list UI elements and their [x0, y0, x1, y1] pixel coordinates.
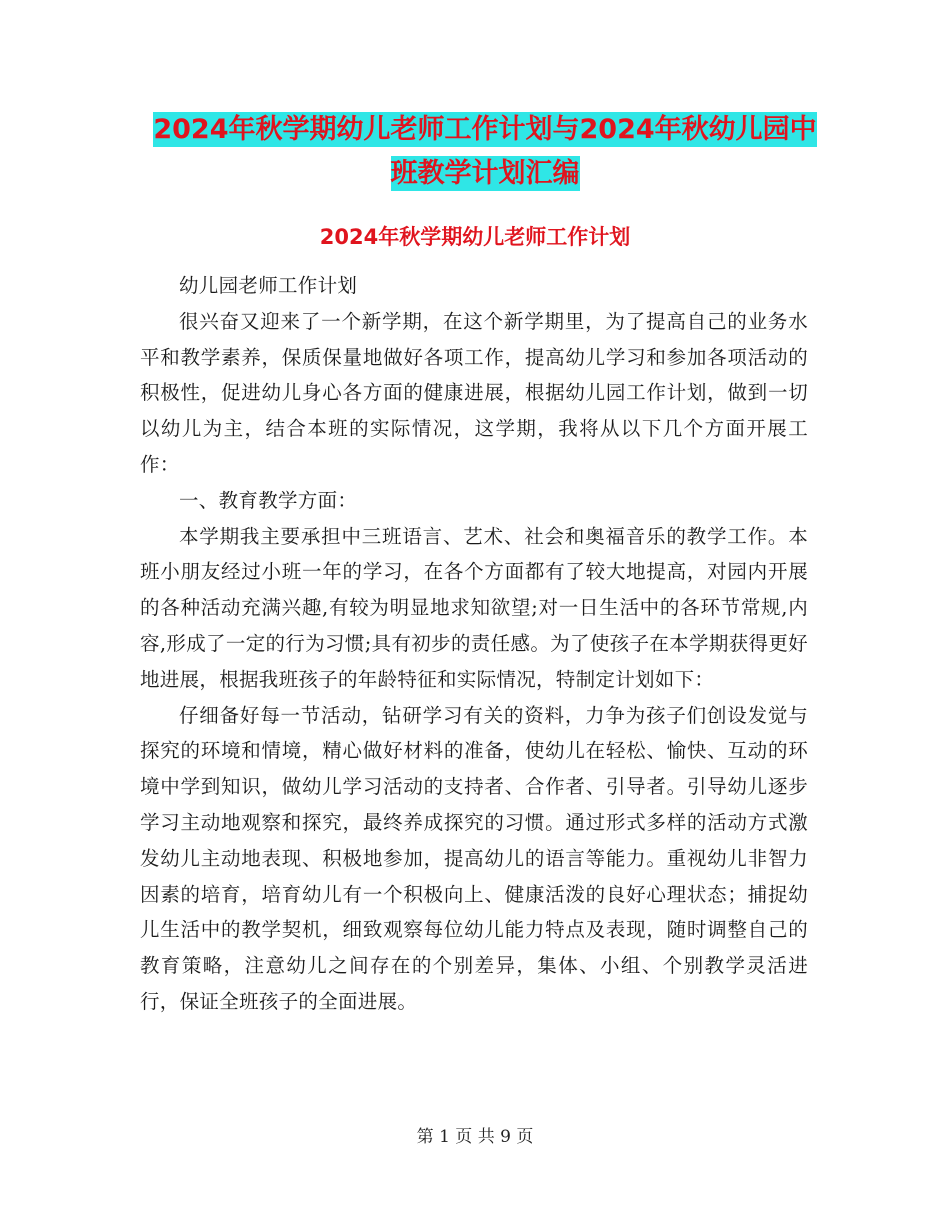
section-title: 2024年秋学期幼儿老师工作计划	[319, 225, 631, 249]
paragraph: 本学期我主要承担中三班语言、艺术、社会和奥福音乐的教学工作。本班小朋友经过小班一年的学习，在各个方面都有了较大地提高，对园内开展的各种活动充满兴趣,有较为明显地求知欲望;对一日生活中的各环节常规,内容,形成了一定的行为习惯;具有初步的责任感。为了使孩子在本学期获得更好地进展，根据我班孩子的年龄特征和实际情况，特制定计划如下：	[140, 524, 808, 691]
document-title-line2: 班教学计划汇编	[390, 158, 580, 189]
document-title-line1: 2024年秋学期幼儿老师工作计划与2024年秋幼儿园中	[153, 114, 817, 145]
document-title	[140, 108, 830, 196]
document-body	[140, 268, 808, 1020]
paragraph: 仔细备好每一节活动，钻研学习有关的资料，力争为孩子们创设发觉与探究的环境和情境，精心做好材料的准备，使幼儿在轻松、愉快、互动的环境中学到知识，做幼儿学习活动的支持者、合作者、引导者。引导幼儿逐步学习主动地观察和探究，最终养成探究的习惯。通过形式多样的活动方式激发幼儿主动地表现、积极地参加，提高幼儿的语言等能力。重视幼儿非智力因素的培育，培育幼儿有一个积极向上、健康活泼的良好心理状态；捕捉幼儿生活中的教学契机，细致观察每位幼儿能力特点及表现，随时调整自己的教育策略，注意幼儿之间存在的个别差异，集体、小组、个别教学灵活进行，保证全班孩子的全面进展。	[140, 703, 808, 1013]
paragraph: 幼儿园老师工作计划	[179, 274, 358, 297]
paragraph: 一、教育教学方面：	[179, 488, 358, 512]
page-footer: 第 1 页 共 9 页	[416, 1127, 534, 1147]
paragraph: 很兴奋又迎来了一个新学期，在这个新学期里，为了提高自己的业务水平和教学素养，保质保量地做好各项工作，提高幼儿学习和参加各项活动的积极性，促进幼儿身心各方面的健康进展，根据幼儿园工作计划，做到一切以幼儿为主，结合本班的实际情况，这学期，我将从以下几个方面开展工作：	[140, 309, 808, 476]
